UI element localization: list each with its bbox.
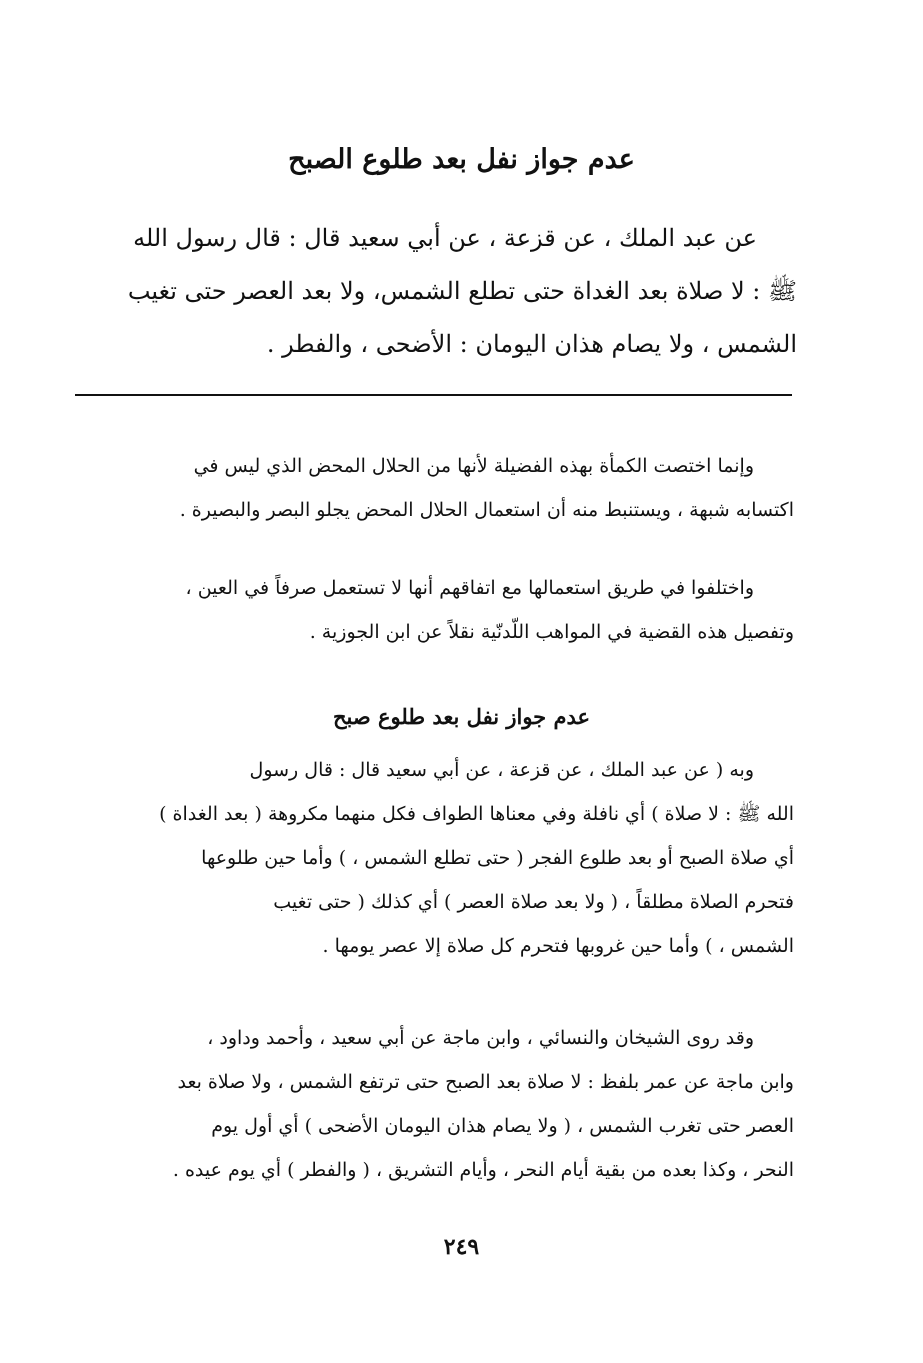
paragraph-line: النحر ، وكذا بعده من بقية أيام النحر ، وأيام التشريق ، ( والفطر ) أي يوم عيده . xyxy=(172,1159,794,1181)
chapter-title: عدم جواز نفل بعد طلوع الصبح xyxy=(288,144,635,175)
paragraph-line: وقد روى الشيخان والنسائي ، وابن ماجة عن أبي سعيد ، وأحمد وداود ، xyxy=(207,1027,754,1049)
section-divider xyxy=(75,394,792,396)
paragraph-line: وابن ماجة عن عمر بلفظ : لا صلاة بعد الصبح حتى ترتفع الشمس ، ولا صلاة بعد xyxy=(177,1071,794,1093)
paragraph-line: وإنما اختصت الكمأة بهذه الفضيلة لأنها من الحلال المحض الذي ليس في xyxy=(193,455,754,477)
hadith-line: عن عبد الملك ، عن قزعة ، عن أبي سعيد قال : قال رسول الله xyxy=(133,224,757,252)
paragraph-line: الله ﷺ : لا صلاة ) أي نافلة وفي معناها الطواف فكل منهما مكروهة ( بعد الغداة ) xyxy=(159,803,794,825)
paragraph-line: اكتسابه شبهة ، ويستنبط منه أن استعمال الحلال المحض يجلو البصر والبصيرة . xyxy=(179,499,794,521)
narration-paragraph xyxy=(74,1016,794,1192)
commentary-title: عدم جواز نفل بعد طلوع صبح xyxy=(332,704,591,729)
commentary-paragraph xyxy=(74,748,794,968)
paragraph-line: وبه ( عن عبد الملك ، عن قزعة ، عن أبي سعيد قال : قال رسول xyxy=(249,759,754,781)
paragraph-line: فتحرم الصلاة مطلقاً ، ( ولا بعد صلاة العصر ) أي كذلك ( حتى تغيب xyxy=(273,891,794,913)
paragraph-line: واختلفوا في طريق استعمالها مع اتفاقهم أنها لا تستعمل صرفاً في العين ، xyxy=(185,577,754,599)
hadith-line: ﷺ : لا صلاة بعد الغداة حتى تطلع الشمس، ولا بعد العصر حتى تغيب xyxy=(127,277,797,305)
footnote-paragraph xyxy=(74,566,794,654)
hadith-text xyxy=(72,212,797,371)
paragraph-line: وتفصيل هذه القضية في المواهب اللّدنّية نقلاً عن ابن الجوزية . xyxy=(309,621,794,643)
page-number: ٢٤٩ xyxy=(443,1234,480,1260)
paragraph-line: أي صلاة الصبح أو بعد طلوع الفجر ( حتى تطلع الشمس ، ) وأما حين طلوعها xyxy=(201,847,794,869)
paragraph-line: الشمس ، ) وأما حين غروبها فتحرم كل صلاة إلا عصر يومها . xyxy=(322,935,794,957)
paragraph-line: العصر حتى تغرب الشمس ، ( ولا يصام هذان اليومان الأضحى ) أي أول يوم xyxy=(211,1115,794,1137)
footnote-paragraph xyxy=(74,444,794,532)
hadith-line: الشمس ، ولا يصام هذان اليومان : الأضحى ، والفطر . xyxy=(266,330,797,358)
